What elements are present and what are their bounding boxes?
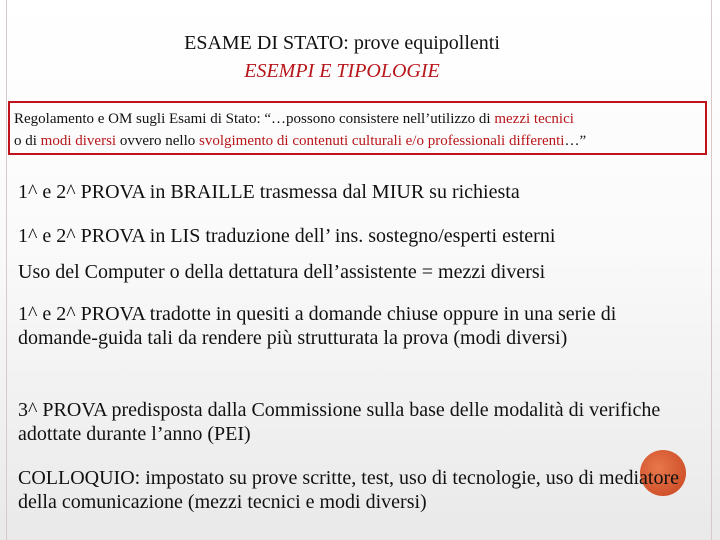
regulation-quote-box	[8, 101, 707, 155]
bullet-item: 1^ e 2^ PROVA tradotte in quesiti a domande chiuse oppure in una serie di domande-guida tali da rendere più strutturata la prova (modi diversi)	[18, 303, 617, 349]
quote-line-1	[14, 108, 700, 130]
quote-highlight: mezzi tecnici	[494, 111, 574, 127]
quote-line-2	[14, 130, 700, 152]
bullet-item: COLLOQUIO: impostato su prove scritte, test, uso di tecnologie, uso di mediatore della comunicazione (mezzi tecnici e modi diversi)	[18, 467, 679, 513]
quote-highlight: modi diversi	[40, 133, 117, 149]
quote-text: ovvero nello	[116, 133, 199, 149]
slide-title: ESAME DI STATO: prove equipollenti	[184, 32, 500, 54]
slide-frame-right	[711, 0, 712, 540]
quote-highlight: svolgimento di contenuti culturali e/o professionali differenti	[199, 133, 565, 149]
slide-subtitle: ESEMPI E TIPOLOGIE	[244, 60, 440, 82]
quote-text: Regolamento e OM sugli Esami di Stato: “…possono consistere nell’utilizzo di	[14, 111, 495, 127]
bullet-item: 1^ e 2^ PROVA in BRAILLE trasmessa dal MIUR su richiesta	[18, 181, 520, 203]
quote-text: …”	[564, 133, 587, 149]
quote-text: o di	[14, 133, 41, 149]
bullet-item: Uso del Computer o della dettatura dell’assistente = mezzi diversi	[18, 261, 546, 283]
bullet-item: 1^ e 2^ PROVA in LIS traduzione dell’ ins. sostegno/esperti esterni	[18, 225, 556, 247]
bullet-item: 3^ PROVA predisposta dalla Commissione sulla base delle modalità di verifiche adottate durante l’anno (PEI)	[18, 399, 661, 445]
